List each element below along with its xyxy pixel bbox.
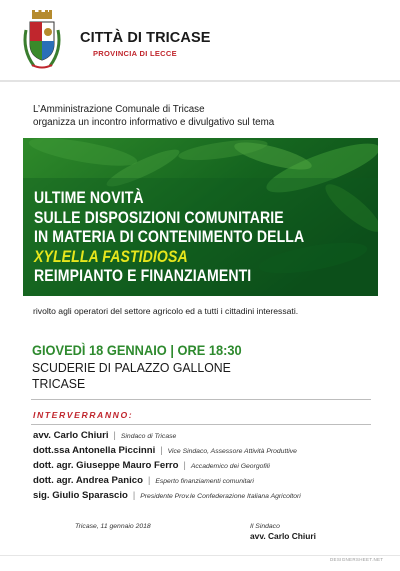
speaker-row <box>33 460 373 475</box>
speaker-separator: | <box>113 430 116 440</box>
speakers-top-divider <box>31 399 371 400</box>
header-divider <box>0 80 400 82</box>
municipal-crest-icon <box>20 10 64 72</box>
audience-text: rivolto agli operatori del settore agricolo ed a tutti i cittadini interessati. <box>33 306 299 316</box>
speaker-separator: | <box>148 475 151 485</box>
speaker-separator: | <box>183 460 186 470</box>
speaker-row <box>33 475 373 490</box>
intro-text <box>33 103 274 129</box>
banner-line-5: REIMPIANTO E FINANZIAMENTI <box>34 266 252 285</box>
intro-line-1: L’Amministrazione Comunale di Tricase <box>33 104 205 115</box>
speakers-label: INTERVERRANNO: <box>33 410 134 420</box>
speaker-name: dott.ssa Antonella Piccinni <box>33 445 156 456</box>
speaker-row <box>33 430 373 445</box>
speaker-separator: | <box>160 445 163 455</box>
document-date: Tricase, 11 gennaio 2018 <box>75 523 151 530</box>
speaker-role: Sindaco di Tricase <box>120 433 177 440</box>
topic-banner <box>23 138 378 296</box>
venue-line-1: SCUDERIE DI PALAZZO GALLONE <box>32 360 231 375</box>
banner-line-3: IN MATERIA DI CONTENIMENTO DELLA <box>34 227 305 246</box>
footer-divider <box>0 555 400 556</box>
speaker-role: Accademico dei Georgofili <box>190 463 270 470</box>
banner-line-1: ULTIME NOVITÀ <box>34 188 144 207</box>
speaker-name: dott. agr. Andrea Panico <box>33 475 143 486</box>
intro-line-2: organizza un incontro informativo e divulgativo sul tema <box>33 117 275 128</box>
signer-label: Il Sindaco <box>250 523 280 530</box>
speaker-name: sig. Giulio Sparascio <box>33 490 128 501</box>
speaker-separator: | <box>132 490 136 500</box>
page-header <box>0 0 400 82</box>
signer-name: avv. Carlo Chiuri <box>250 531 316 541</box>
city-name: CITTÀ DI TRICASE <box>80 30 211 46</box>
designer-mark: DESIGNERSHEET.NET <box>330 557 384 562</box>
speaker-name: avv. Carlo Chiuri <box>33 430 109 441</box>
venue-line-2: TRICASE <box>32 376 86 391</box>
speakers-list <box>33 430 373 505</box>
speaker-role: Presidente Prov.le Confederazione Italiana Agricoltori <box>140 493 301 500</box>
speaker-role: Esperto finanziamenti comunitari <box>155 478 254 485</box>
speakers-bottom-divider <box>31 424 371 425</box>
event-datetime: GIOVEDÌ 18 GENNAIO | ORE 18:30 <box>32 343 242 358</box>
speaker-role: Vice Sindaco, Assessore Attività Produttive <box>167 448 297 455</box>
banner-line-4: XYLELLA FASTIDIOSA <box>34 246 188 266</box>
banner-titles <box>34 188 356 286</box>
speaker-row <box>33 490 373 505</box>
speaker-name: dott. agr. Giuseppe Mauro Ferro <box>33 460 179 471</box>
speaker-row <box>33 445 373 460</box>
banner-line-2: SULLE DISPOSIZIONI COMUNITARIE <box>34 207 284 227</box>
province-name: PROVINCIA DI LECCE <box>93 49 177 58</box>
event-venue <box>32 360 231 392</box>
